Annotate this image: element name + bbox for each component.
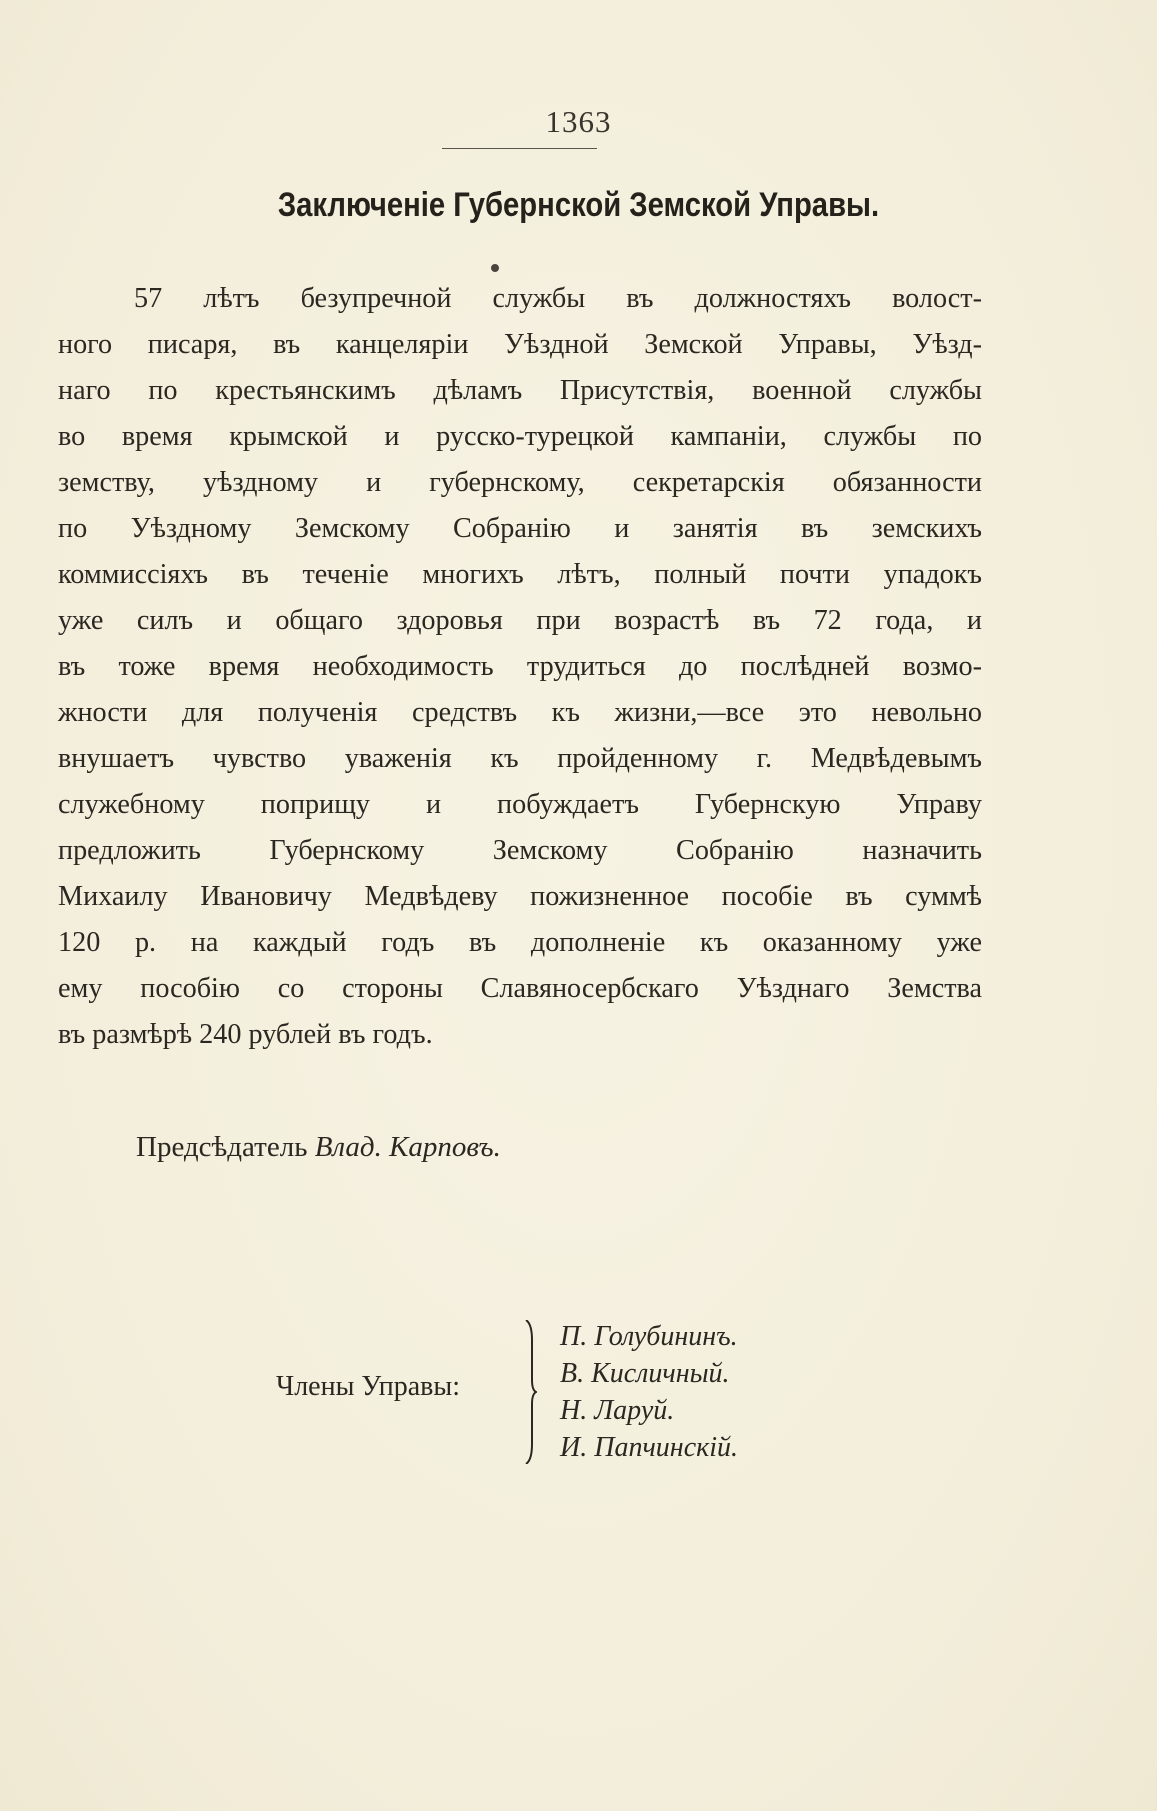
members-label: Члены Управы:	[276, 1371, 460, 1402]
body-line: коммиссіяхъ въ теченіе многихъ лѣтъ, полный почти упадокъ	[58, 559, 982, 590]
body-line: ного писаря, въ канцеляріи Уѣздной Земской Управы, Уѣзд-	[58, 329, 982, 360]
body-line: во время крымской и русско-турецкой кампаніи, службы по	[58, 421, 982, 452]
member-name: Н. Ларуй.	[560, 1395, 675, 1426]
body-line: ему пособію со стороны Славяносербскаго Уѣзднаго Земства	[58, 973, 982, 1004]
member-name: В. Кисличный.	[560, 1358, 730, 1389]
body-paragraph	[58, 276, 982, 1058]
body-line: въ размѣрѣ 240 рублей въ годъ.	[58, 1019, 433, 1050]
body-line: земству, уѣздному и губернскому, секретарскія обязанности	[58, 467, 982, 498]
body-line: уже силъ и общаго здоровья при возрастѣ въ 72 года, и	[58, 605, 982, 636]
body-line: въ тоже время необходимость трудиться до послѣдней возмо-	[58, 651, 982, 682]
members-list	[560, 1318, 738, 1466]
body-line: предложить Губернскому Земскому Собранію назначить	[58, 835, 982, 866]
body-line: 57 лѣтъ безупречной службы въ должностяхъ волост-	[134, 283, 982, 314]
chairman-label: Предсѣдатель	[136, 1131, 308, 1163]
member-name: И. Папчинскій.	[560, 1432, 738, 1463]
page-number-rule	[442, 148, 597, 149]
members-brace	[523, 1320, 537, 1464]
chairman-signature	[136, 1131, 501, 1164]
body-line: наго по крестьянскимъ дѣламъ Присутствія, военной службы	[58, 375, 982, 406]
body-line: внушаетъ чувство уваженія къ пройденному г. Медвѣдевымъ	[58, 743, 982, 774]
body-line: служебному поприщу и побуждаетъ Губернскую Управу	[58, 789, 982, 820]
member-name: П. Голубининъ.	[560, 1321, 738, 1352]
ink-dot-mark	[491, 264, 499, 272]
chairman-name: Влад. Карповъ.	[314, 1131, 501, 1163]
body-line: жности для полученія средствъ къ жизни,—все это невольно	[58, 697, 982, 728]
body-line: по Уѣздному Земскому Собранію и занятія въ земскихъ	[58, 513, 982, 544]
document-heading: Заключеніе Губернской Земской Управы.	[277, 186, 880, 224]
body-line: Михаилу Ивановичу Медвѣдеву пожизненное пособіе въ суммѣ	[58, 881, 982, 912]
page-number: 1363	[545, 104, 612, 139]
body-line: 120 р. на каждый годъ въ дополненіе къ оказанному уже	[58, 927, 982, 958]
